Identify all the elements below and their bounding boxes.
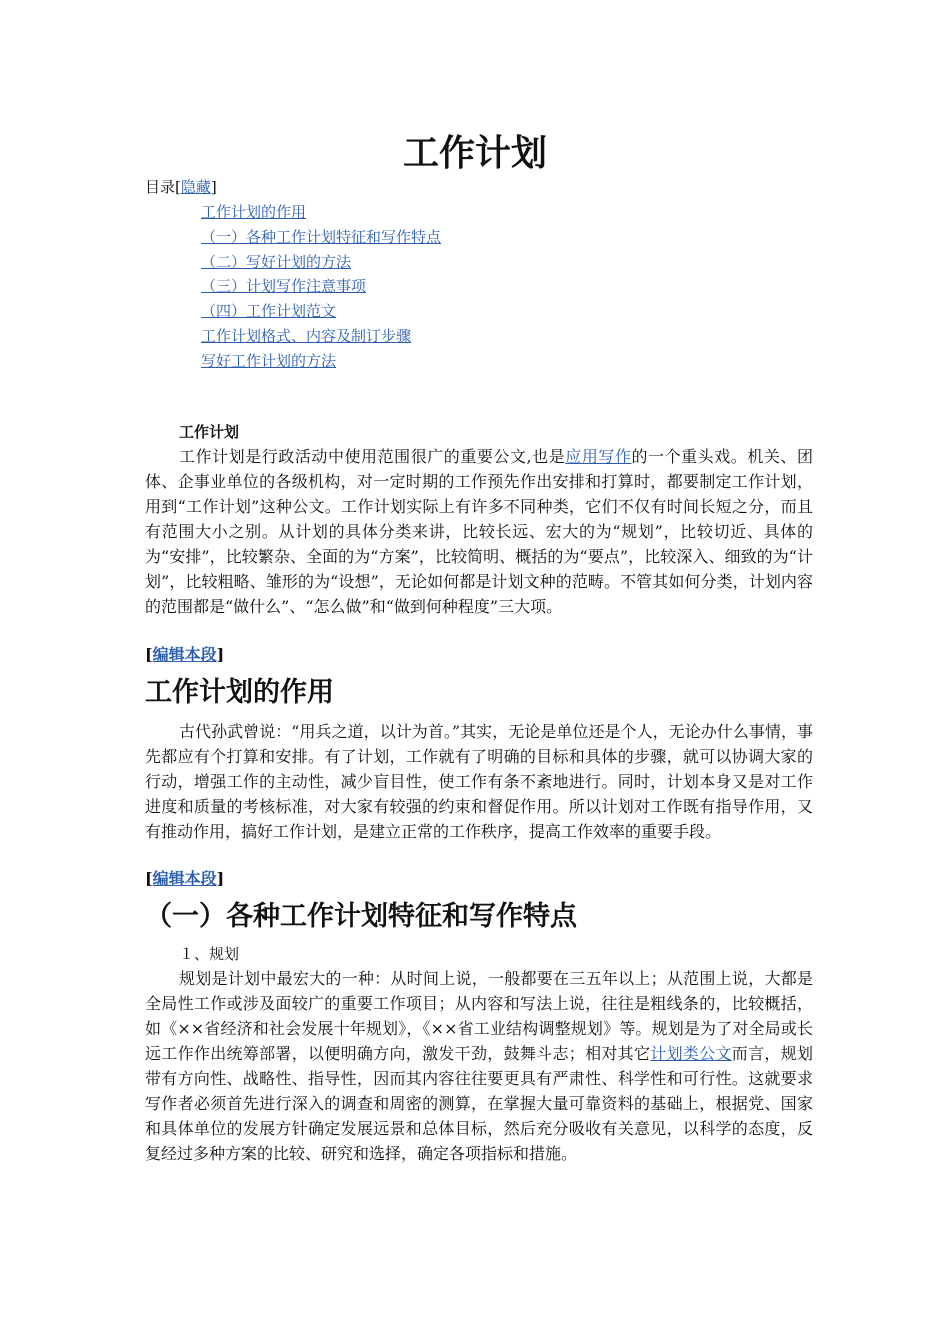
page-title: 工作计划 (402, 133, 547, 174)
toc-item[interactable]: 写好工作计划的方法 (201, 351, 337, 370)
toc-item[interactable]: （一）各种工作计划特征和写作特点 (201, 227, 442, 246)
section1-paragraph: 古代孙武曾说：“用兵之道，以计为首。”其实，无论是单位还是个人，无论办什么事情，事先都应有个打算和安排。有了计划，工作就有了明确的目标和具体的步骤，就可以协调大家的行动，增强工作的主动性，减少盲目性，使工作有条不紊地进行。同时，计划本身又是对工作进度和质量的考核标准，对大家有较强的约束和督促作用。所以计划对工作既有指导作用，又有推动作用，搞好工作计划，是建立正常的工作秩序，提高工作效率的重要手段。 (145, 722, 813, 841)
toc-label: 目录[隐藏] (145, 178, 217, 196)
edit-section-link-1: [编辑本段] (145, 645, 225, 664)
intro-paragraph: 工作计划是行政活动中使用范围很广的重要公文,也是应用写作的一个重头戏。机关、团体、企事业单位的各级机构，对一定时期的工作预先作出安排和打算时，都要制定工作计划，用到“工作计划”这种公文。工作计划实际上有许多不同种类，它们不仅有时间长短之分，而且有范围大小之别。从计划的具体分类来讲，比较长远、宏大的为“规划”，比较切近、具体的为“安排”，比较繁杂、全面的为“方案”，比较简明、概括的为“要点”，比较深入、细致的为“计划”，比较粗略、雏形的为“设想”，无论如何都是计划文种的范畴。不管其如何分类，计划内容的范围都是“做什么”、“怎么做”和“做到何种程度”三大项。 (145, 447, 813, 616)
toc-item[interactable]: 工作计划的作用 (201, 203, 307, 221)
applied-writing-link[interactable]: 应用写作 (565, 447, 632, 466)
table-of-contents (201, 200, 441, 374)
edit-section-button[interactable]: 编辑本段 (152, 869, 217, 888)
section-heading-features: （一）各种工作计划特征和写作特点 (145, 901, 577, 932)
edit-section-link-2: [编辑本段] (145, 869, 225, 888)
section2-paragraph: 规划是计划中最宏大的一种：从时间上说，一般都要在三五年以上；从范围上说，大都是全局性工作或涉及面较广的重要工作项目；从内容和写法上说，往往是粗线条的，比较概括，如《××省经济和社会发展十年规划》，《××省工业结构调整规划》等。规划是为了对全局或长远工作作出统筹部署，以便明确方向，激发干劲，鼓舞斗志；相对其它计划类公文而言，规划带有方向性、战略性、指导性，因而其内容往往要更具有严肃性、科学性和可行性。这就要求写作者必须首先进行深入的调查和周密的测算，在掌握大量可靠资料的基础上，根据党、国家和具体单位的发展方针确定发展远景和总体目标，然后充分吸收有关意见，以科学的态度，反复经过多种方案的比较、研究和选择，确定各项指标和措施。 (145, 969, 813, 1163)
toc-hide-link[interactable]: 隐藏 (180, 178, 211, 196)
section-heading-role: 工作计划的作用 (145, 677, 334, 708)
sub-heading-planning: １、规划 (179, 945, 240, 963)
toc-item[interactable]: （三）计划写作注意事项 (201, 277, 367, 296)
intro-heading: 工作计划 (179, 423, 240, 441)
plan-document-link[interactable]: 计划类公文 (650, 1044, 732, 1063)
toc-item[interactable]: 工作计划格式、内容及制订步骤 (201, 326, 412, 345)
toc-item[interactable]: （四）工作计划范文 (201, 302, 337, 321)
toc-item[interactable]: （二）写好计划的方法 (201, 252, 352, 271)
edit-section-button[interactable]: 编辑本段 (152, 645, 217, 664)
